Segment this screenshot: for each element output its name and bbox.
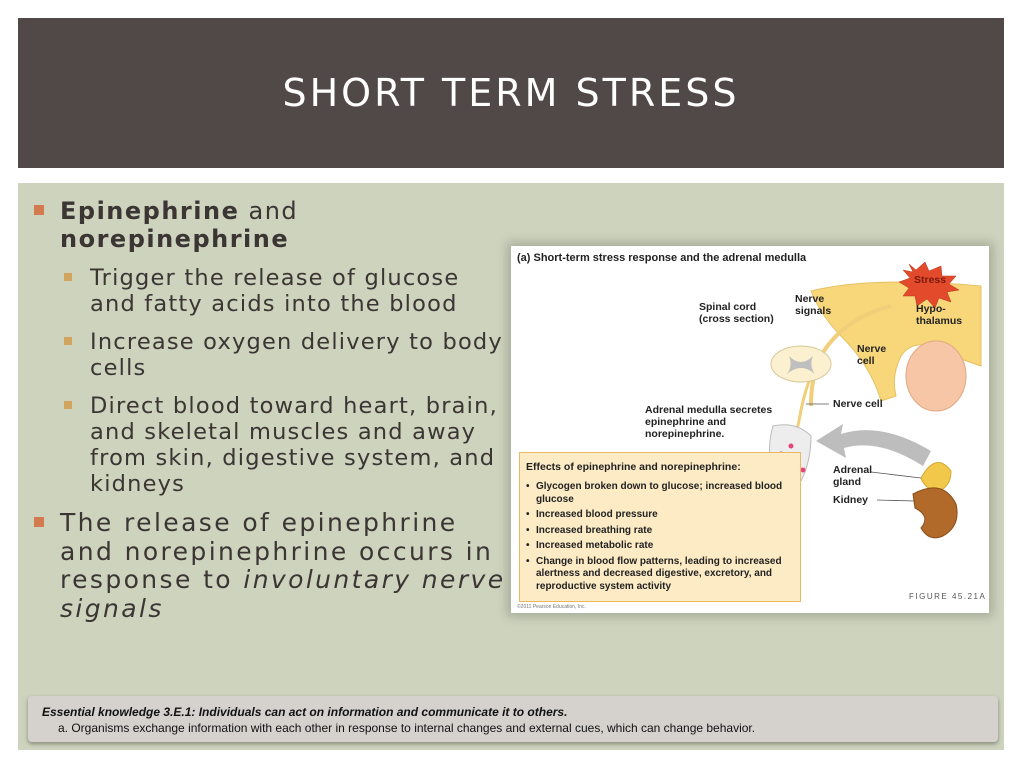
sub-bullet-text: Increase oxygen delivery to body cells [90,329,503,381]
pituitary-shape [906,341,966,411]
figure-number: FIGURE 45.21A [909,592,987,601]
essential-knowledge-heading: Essential knowledge 3.E.1: Individuals can act on information and communicate it to others. [42,705,568,719]
sub-bullet-glucose [32,265,512,317]
sub-bullet-marker [64,273,72,281]
effect-item: • Change in blood flow patterns, leading to increased alertness and decreased digestive, excretory, and reproductive system activity [526,556,798,594]
label-stress: Stress [914,274,947,286]
slide-title: SHORT TERM STRESS [282,71,740,115]
effects-list [526,481,798,596]
effects-box [519,452,801,602]
title-bar [18,18,1004,168]
label-nerve-signals: Nerve signals [795,293,832,317]
effect-item: • Increased metabolic rate [526,540,798,553]
release-text: The release of epinephrine and norepinephrine occurs in response to [60,508,494,594]
effect-item: • Glycogen broken down to glucose; increased blood glucose [526,481,798,506]
sub-bullet-list [32,265,512,497]
effect-item: • Increased blood pressure [526,509,798,522]
label-adrenal-gland: Adrenal gland [833,464,873,488]
adrenal-gland-shape [921,462,951,491]
label-adrenal-medulla: Adrenal medulla secretes epinephrine and norepinephrine. [645,404,773,440]
label-hypothalamus: Hypo- thalamus [916,303,963,327]
effects-heading: Effects of epinephrine and norepinephrine: [526,461,741,473]
kidney-shape [913,488,957,538]
sub-bullet-oxygen [32,329,512,381]
label-nerve-cell-mid: Nerve cell [833,398,883,410]
bullet-list [32,197,512,623]
label-nerve-cell-top: Nerve cell [857,343,887,367]
figure-copyright: ©2011 Pearson Education, Inc. [517,604,586,610]
sub-bullet-blood [32,393,512,497]
bullet-release [32,509,512,623]
label-kidney: Kidney [833,494,869,506]
figure-title: (a) Short-term stress response and the adrenal medulla [517,252,807,264]
essential-knowledge-box [28,696,998,742]
sub-bullet-text: Direct blood toward heart, brain, and skeletal muscles and away from skin, digestive system, and kidneys [90,393,498,497]
sub-bullet-marker [64,337,72,345]
effect-item: • Increased breathing rate [526,525,798,538]
bullet-hormones [32,197,512,253]
release-emphasis: involuntary nerve signals [60,565,506,623]
term-epinephrine: Epinephrine [60,197,240,225]
term-norepinephrine: norepinephrine [60,225,290,253]
bullet-marker [34,205,44,215]
sub-bullet-text: Trigger the release of glucose and fatty acids into the blood [90,265,460,317]
sub-bullet-marker [64,401,72,409]
essential-knowledge-detail: a. Organisms exchange information with each other in response to internal changes and external cues, which can change behavior. [58,721,756,735]
conjunction: and [239,197,299,225]
label-spinal-cord: Spinal cord (cross section) [699,301,774,325]
zoom-arrow [816,424,931,466]
bullet-marker [34,517,44,527]
stress-response-figure [511,246,989,613]
